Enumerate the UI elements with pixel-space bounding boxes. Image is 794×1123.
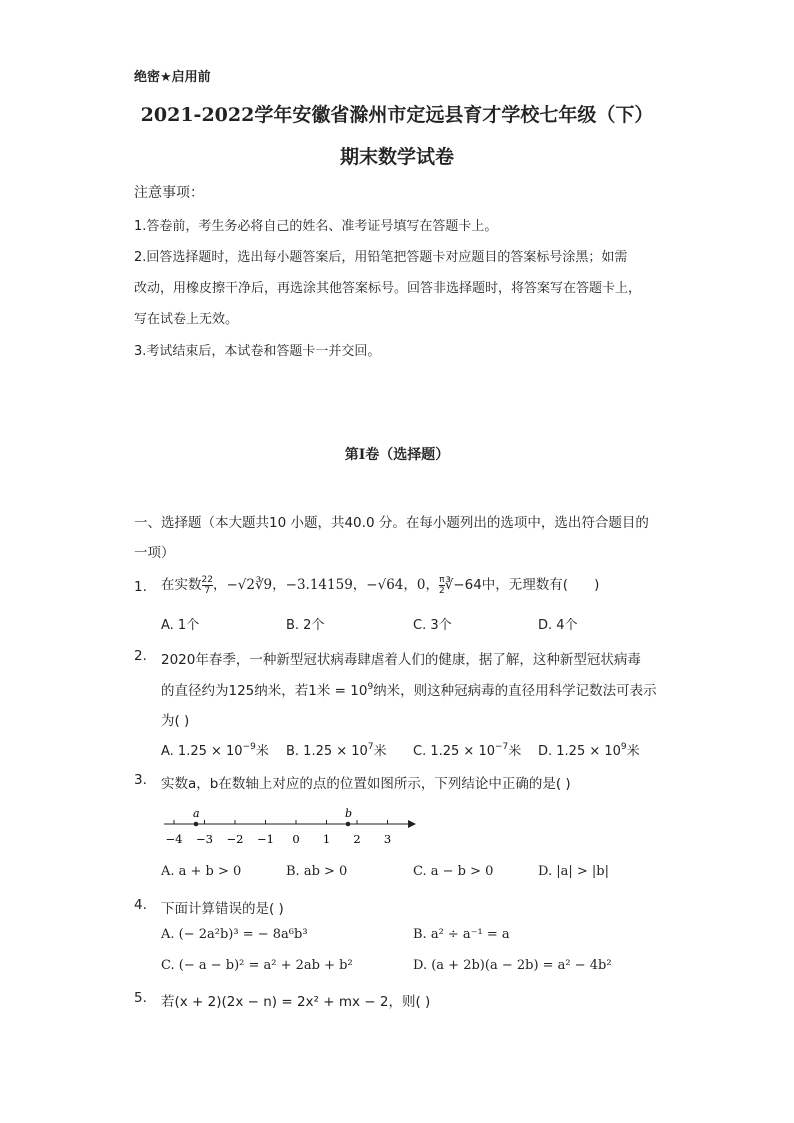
notice-heading: 注意事项： [134, 185, 204, 201]
q2-d-base: D. 1.25 × 10 [538, 744, 621, 759]
notice-item-2-line3: 写在试卷上无效。 [134, 312, 239, 327]
notice-item-1: 1.答卷前，考生务必将自己的姓名、准考证号填写在答题卡上。 [134, 219, 498, 234]
label-b: b [345, 807, 353, 820]
q1-mid: ，−√2∛9，−3.14159，−√64，0， [212, 577, 439, 593]
tick-label: −4 [165, 832, 183, 846]
q3-option-a[interactable]: A. a + b > 0 [161, 864, 242, 879]
q1-option-b[interactable]: B. 2个 [286, 618, 325, 633]
point-a [194, 822, 199, 827]
tick-label: 1 [322, 832, 331, 846]
q3-option-d[interactable]: D. |a| > |b| [538, 864, 609, 879]
secret-tag: 绝密★启用前 [134, 70, 211, 85]
q2-number: 2. [134, 648, 147, 664]
q1-option-a[interactable]: A. 1个 [161, 618, 200, 633]
q2-line2-b: 纳米，则这种冠病毒的直径用科学记数法可表示 [373, 683, 657, 699]
q2-line1: 2020年春季，一种新型冠状病毒肆虐着人们的健康，据了解，这种新型冠状病毒 [161, 652, 641, 668]
q1-frac1-num: 22 [201, 574, 213, 585]
q1-stem [161, 573, 599, 596]
exam-title-line1: 2021-2022学年安徽省滁州市定远县育才学校七年级（下） [140, 104, 654, 126]
q1-frac2-num: π [439, 574, 445, 585]
q4-text: 下面计算错误的是( ) [161, 901, 284, 917]
q1-close: ) [594, 577, 600, 593]
notice-item-2-line1: 2.回答选择题时，选出每小题答案后，用铅笔把答题卡对应题目的答案标号涂黑；如需 [134, 250, 628, 265]
exam-title-line2: 期末数学试卷 [339, 146, 454, 168]
q4-number: 4. [134, 897, 147, 913]
q2-c-unit: 米 [508, 744, 522, 759]
q2-b-exp: 7 [367, 742, 374, 752]
q2-a-unit: 米 [255, 744, 269, 759]
q1-frac2-den: 2 [438, 585, 445, 596]
q2-b-base: B. 1.25 × 10 [286, 744, 368, 759]
q4-option-d[interactable]: D. (a + 2b)(a − 2b) = a² − 4b² [413, 958, 612, 973]
q2-line3: 为( ) [161, 713, 190, 729]
q1-fraction-22-7 [202, 575, 213, 596]
q3-text: 实数a，b在数轴上对应的点的位置如图所示，下列结论中正确的是( ) [161, 776, 571, 792]
part1-heading-line1: 一、选择题（本大题共10 小题，共40.0 分。在每小题列出的选项中，选出符合题目的 [134, 515, 649, 531]
q1-tail: ∛−64中，无理数有( [444, 577, 569, 593]
q2-a-base: A. 1.25 × 10 [161, 744, 243, 759]
label-a: a [193, 807, 200, 820]
point-b [346, 822, 351, 827]
q2-line2 [161, 679, 657, 699]
q2-b-unit: 米 [373, 744, 387, 759]
q4-option-b[interactable]: B. a² ÷ a⁻¹ = a [413, 927, 510, 942]
notice-item-3: 3.考试结束后，本试卷和答题卡一并交回。 [134, 344, 381, 359]
q2-option-d[interactable] [538, 740, 640, 759]
q2-option-c[interactable] [413, 740, 521, 759]
tick-label: 0 [292, 832, 300, 846]
tick-label: −1 [257, 832, 274, 846]
q2-d-unit: 米 [626, 744, 640, 759]
tick-label: 3 [383, 832, 392, 846]
section-title: 第I卷（选择题） [344, 447, 450, 463]
q1-number: 1. [134, 579, 147, 595]
q1-option-c[interactable]: C. 3个 [413, 618, 452, 633]
q4-option-c[interactable]: C. (− a − b)² = a² + 2ab + b² [161, 958, 353, 973]
q1-frac1-den: 7 [204, 585, 211, 596]
q5-number: 5. [134, 990, 147, 1006]
q3-option-c[interactable]: C. a − b > 0 [413, 864, 494, 879]
number-line-arrow [408, 820, 416, 828]
q2-d-exp: 9 [620, 742, 627, 752]
tick-label: −3 [196, 832, 213, 846]
q2-a-exp: −9 [242, 742, 256, 752]
q2-line2-exp: 9 [367, 682, 374, 692]
q2-c-exp: −7 [495, 742, 509, 752]
q4-option-a[interactable]: A. (− 2a²b)³ = − 8a⁶b³ [161, 927, 308, 942]
q2-option-b[interactable] [286, 740, 387, 759]
q3-option-b[interactable]: B. ab > 0 [286, 864, 348, 879]
q2-line2-a: 的直径约为125纳米，若1米 = 10 [161, 683, 368, 699]
q3-number: 3. [134, 772, 147, 788]
q5-text: 若(x + 2)(2x − n) = 2x² + mx − 2，则( ) [161, 994, 431, 1010]
part1-heading-line2: 一项） [134, 545, 175, 561]
q1-prefix: 在实数 [161, 577, 202, 593]
q2-option-a[interactable] [161, 740, 269, 759]
notice-item-2-line2: 改动，用橡皮擦干净后，再选涂其他答案标号。回答非选择题时，将答案写在答题卡上， [134, 281, 642, 296]
q2-c-base: C. 1.25 × 10 [413, 744, 495, 759]
number-line-figure [160, 802, 420, 852]
q1-option-d[interactable]: D. 4个 [538, 618, 578, 633]
tick-label: −2 [226, 832, 244, 846]
tick-label: 2 [353, 832, 361, 846]
